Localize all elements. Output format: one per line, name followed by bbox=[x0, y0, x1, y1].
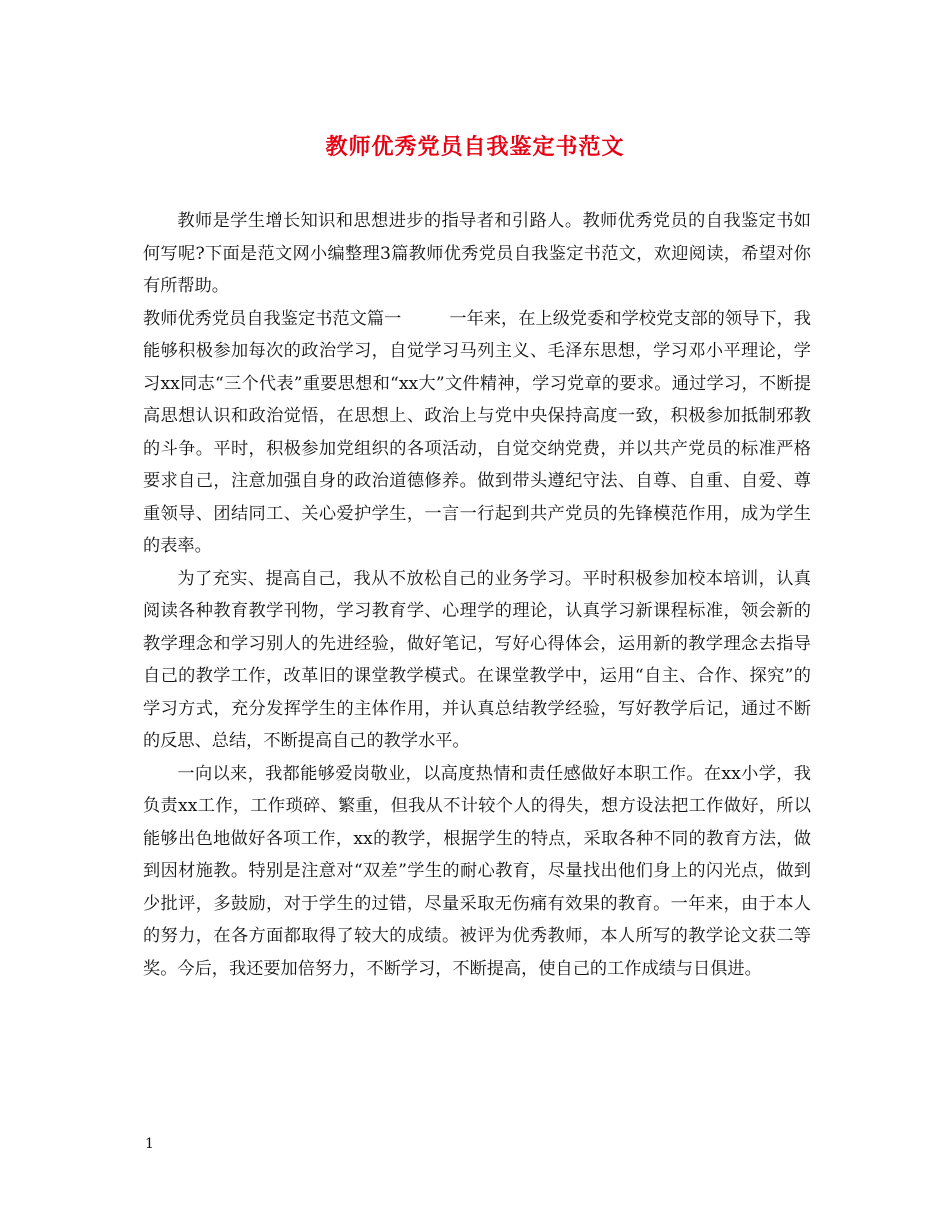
section-1-paragraph bbox=[143, 303, 811, 563]
document-body bbox=[143, 205, 811, 985]
page-number: 1 bbox=[145, 1136, 154, 1152]
intro-paragraph: 教师是学生增长知识和思想进步的指导者和引路人。教师优秀党员的自我鉴定书如何写呢?下面是范文网小编整理3篇教师优秀党员自我鉴定书范文，欢迎阅读，希望对你有所帮助。 bbox=[143, 211, 811, 296]
paragraph-2: 为了充实、提高自己，我从不放松自己的业务学习。平时积极参加校本培训，认真阅读各种教育教学刊物，学习教育学、心理学的理论，认真学习新课程标准，领会新的教学理念和学习别人的先进经验，做好笔记，写好心得体会，运用新的教学理念去指导自己的教学工作，改革旧的课堂教学模式。在课堂教学中，运用“自主、合作、探究”的学习方式，充分发挥学生的主体作用，并认真总结教学经验，写好教学后记，通过不断的反思、总结，不断提高自己的教学水平。 bbox=[143, 568, 811, 751]
section-1-body: 一年来，在上级党委和学校党支部的领导下，我能够积极参加每次的政治学习，自觉学习马列主义、毛泽东思想，学习邓小平理论，学习xx同志“三个代表”重要思想和“xx大”文件精神，学习党章的要求。通过学习，不断提高思想认识和政治觉悟，在思想上、政治上与党中央保持高度一致，积极参加抵制邪教的斗争。平时，积极参加党组织的各项活动，自觉交纳党费，并以共产党员的标准严格要求自己，注意加强自身的政治道德修养。做到带头遵纪守法、自尊、自重、自爱、尊重领导、团结同工、关心爱护学生，一言一行起到共产党员的先锋模范作用，成为学生的表率。 bbox=[143, 308, 811, 556]
section-heading: 教师优秀党员自我鉴定书范文篇一 bbox=[143, 308, 402, 329]
document-title: 教师优秀党员自我鉴定书范文 bbox=[325, 134, 625, 160]
paragraph-3: 一向以来，我都能够爱岗敬业，以高度热情和责任感做好本职工作。在xx小学，我负责xx工作，工作琐碎、繁重，但我从不计较个人的得失，想方设法把工作做好，所以能够出色地做好各项工作，xx的教学，根据学生的特点，采取各种不同的教育方法，做到因材施教。特别是注意对“双差”学生的耐心教育，尽量找出他们身上的闪光点，做到少批评，多鼓励，对于学生的过错，尽量采取无伤痛有效果的教育。一年来，由于本人的努力，在各方面都取得了较大的成绩。被评为优秀教师，本人所写的教学论文获二等奖。今后，我还要加倍努力，不断学习，不断提高，使自己的工作成绩与日俱进。 bbox=[143, 763, 811, 979]
